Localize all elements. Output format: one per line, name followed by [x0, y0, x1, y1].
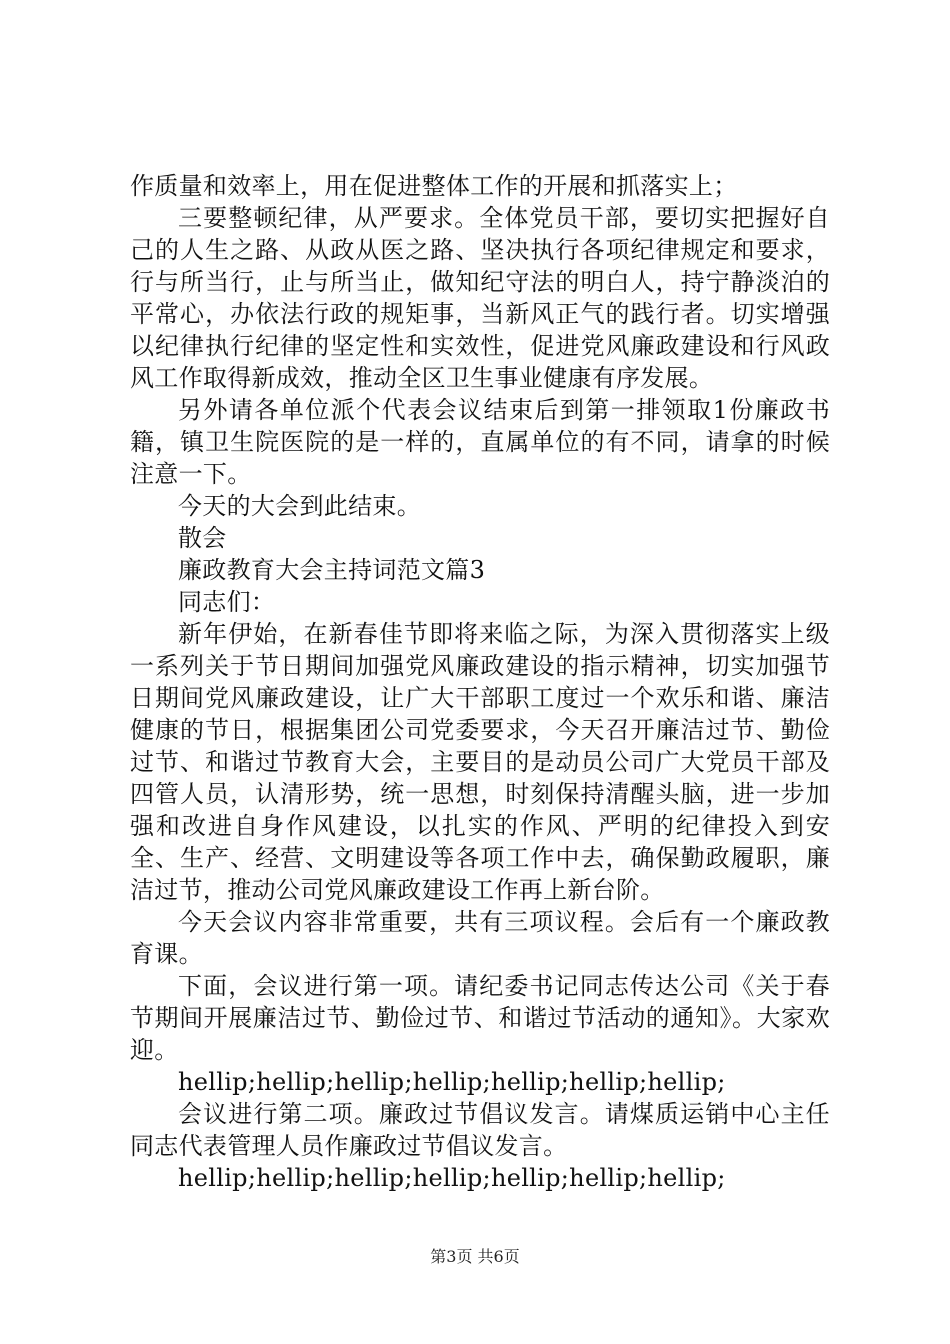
paragraph-item-two: 会议进行第二项。廉政过节倡议发言。请煤质运销中心主任同志代表管理人员作廉政过节倡议发言。 — [130, 1100, 830, 1160]
paragraph-adjourn: 散会 — [178, 524, 227, 552]
page-footer: 第3页 共6页 — [430, 1247, 520, 1266]
ellipsis-line: hellip;hellip;hellip;hellip;hellip;hellip;hellip; — [178, 1164, 726, 1192]
paragraph-books-notice: 另外请各单位派个代表会议结束后到第一排领取1份廉政书籍，镇卫生院医院的是一样的，直属单位的有不同，请拿的时候注意一下。 — [130, 396, 830, 488]
paragraph-item-one: 下面，会议进行第一项。请纪委书记同志传达公司《关于春节期间开展廉洁过节、勤俭过节、和谐过节活动的通知》。大家欢迎。 — [130, 972, 830, 1064]
section-heading: 廉政教育大会主持词范文篇3 — [178, 556, 486, 584]
paragraph-agenda: 今天会议内容非常重要，共有三项议程。会后有一个廉政教育课。 — [130, 908, 830, 968]
paragraph-salutation: 同志们： — [178, 588, 276, 616]
paragraph-continuation: 作质量和效率上，用在促进整体工作的开展和抓落实上； — [130, 172, 738, 200]
ellipsis-line: hellip;hellip;hellip;hellip;hellip;hellip;hellip; — [178, 1068, 726, 1096]
paragraph-new-year: 新年伊始，在新春佳节即将来临之际，为深入贯彻落实上级一系列关于节日期间加强党风廉政建设的指示精神，切实加强节日期间党风廉政建设，让广大干部职工度过一个欢乐和谐、廉洁健康的节日，根据集团公司党委要求，今天召开廉洁过节、勤俭过节、和谐过节教育大会，主要目的是动员公司广大党员干部及四管人员，认清形势，统一思想，时刻保持清醒头脑，进一步加强和改进自身作风建设，以扎实的作风、严明的纪律投入到安全、生产、经营、文明建设等各项工作中去，确保勤政履职，廉洁过节，推动公司党风廉政建设工作再上新台阶。 — [130, 620, 830, 904]
paragraph-discipline: 三要整顿纪律，从严要求。全体党员干部，要切实把握好自己的人生之路、从政从医之路、坚决执行各项纪律规定和要求，行与所当行，止与所当止，做知纪守法的明白人，持宁静淡泊的平常心，办依法行政的规矩事，当新风正气的践行者。切实增强以纪律执行纪律的坚定性和实效性，促进党风廉政建设和行风政风工作取得新成效，推动全区卫生事业健康有序发展。 — [130, 204, 830, 392]
document-body — [130, 170, 830, 1194]
paragraph-meeting-end: 今天的大会到此结束。 — [178, 492, 421, 520]
